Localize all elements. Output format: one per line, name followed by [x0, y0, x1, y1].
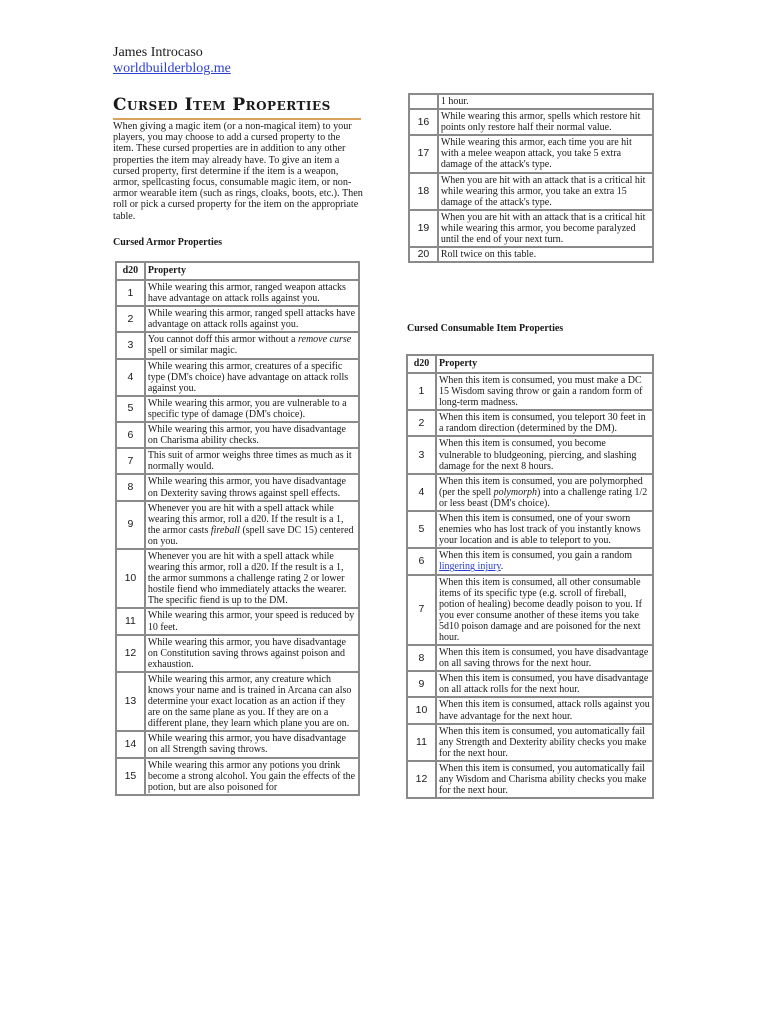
table-row — [407, 575, 653, 646]
property-text: While wearing this armor, ranged weapon attacks have advantage on attack rolls against you. — [145, 280, 359, 306]
table-row — [407, 761, 653, 798]
armor-heading: Cursed Armor Properties — [113, 237, 223, 248]
table-row — [407, 436, 653, 473]
property-text — [145, 332, 359, 358]
table-row — [407, 548, 653, 574]
property-text — [436, 474, 653, 511]
table-row — [407, 697, 653, 723]
property-text: While wearing this armor, each time you are hit with a melee weapon attack, you take 5 extra damage of the attack's type. — [438, 135, 653, 172]
property-text: When this item is consumed, all other consumable items of its specific type (e.g. scroll of fireball, potion of healing) become deadly poison to you. If you ever consume another of these items you take 5d10 poison damage and are poisoned for the next hour. — [436, 575, 653, 646]
roll-number: 14 — [116, 731, 145, 757]
title-underline — [113, 118, 361, 120]
property-text: While wearing this armor, your speed is reduced by 10 feet. — [145, 608, 359, 634]
roll-number: 1 — [116, 280, 145, 306]
roll-number: 10 — [407, 697, 436, 723]
property-text: While wearing this armor, creatures of a specific type (DM's choice) have advantage on attack rolls against you. — [145, 359, 359, 396]
roll-number: 4 — [407, 474, 436, 511]
table-row — [116, 396, 359, 422]
property-text: Roll twice on this table. — [438, 247, 653, 262]
intro-paragraph: When giving a magic item (or a non-magical item) to your players, you may choose to add a cursed property to the item. These cursed properties are in addition to any other properties the item may already have. To give an item a cursed property, first determine if the item is a weapon, armor, spellcasting focus, consumable magic item, or non-armor wearable item (such as rings, cloaks, boots, etc.). Then roll or pick a cursed property for the item on the appropriate table. — [113, 121, 363, 222]
roll-number: 6 — [116, 422, 145, 448]
roll-number: 2 — [407, 410, 436, 436]
document-title: Cursed Item Properties — [113, 95, 331, 115]
table-header-row — [407, 355, 653, 373]
table-row — [407, 724, 653, 761]
table-row — [116, 731, 359, 757]
roll-number: 11 — [116, 608, 145, 634]
table-row — [409, 247, 653, 262]
property-text: While wearing this armor, you have disadvantage on Constitution saving throws against poison and exhaustion. — [145, 635, 359, 672]
roll-number: 6 — [407, 548, 436, 574]
roll-number: 3 — [407, 436, 436, 473]
lingering-injury-link[interactable]: lingering injury — [438, 561, 501, 573]
property-text: When this item is consumed, you automatically fail any Wisdom and Charisma ability checks you make for the next hour. — [436, 761, 653, 798]
property-text: While wearing this armor, you are vulnerable to a specific type of damage (DM's choice). — [145, 396, 359, 422]
property-text-part: When this item is consumed, you gain a random — [438, 550, 632, 562]
property-text: When this item is consumed, you have disadvantage on all attack rolls for the next hour. — [436, 671, 653, 697]
roll-number: 17 — [409, 135, 438, 172]
roll-number: 4 — [116, 359, 145, 396]
property-text: While wearing this armor, you have disadvantage on all Strength saving throws. — [145, 731, 359, 757]
table-row — [116, 672, 359, 731]
table-row — [409, 210, 653, 247]
table-row — [116, 635, 359, 672]
roll-number: 5 — [407, 511, 436, 548]
property-text-part: When this item is consumed, you are polymorphed (per the spell — [438, 475, 643, 498]
table-header-row — [116, 262, 359, 280]
table-row — [116, 359, 359, 396]
roll-number: 12 — [407, 761, 436, 798]
roll-number: 19 — [409, 210, 438, 247]
roll-number: 1 — [407, 373, 436, 410]
property-text: When this item is consumed, you teleport 30 feet in a random direction (determined by the DM). — [436, 410, 653, 436]
spell-name: fireball — [210, 524, 240, 536]
armor-table — [115, 261, 360, 796]
die-column-header: d20 — [116, 262, 145, 280]
property-text: 1 hour. — [438, 94, 653, 109]
roll-number: 16 — [409, 109, 438, 135]
table-row — [409, 173, 653, 210]
roll-number: 18 — [409, 173, 438, 210]
roll-number: 10 — [116, 549, 145, 608]
property-text-part: . — [500, 561, 504, 573]
table-row — [409, 135, 653, 172]
table-row — [407, 645, 653, 671]
roll-number: 7 — [116, 448, 145, 474]
table-row — [116, 474, 359, 500]
property-text-part: Whenever you are hit with a spell attack while wearing this armor, roll a d20. If the result is a 1, the armor casts — [147, 502, 344, 536]
table-row — [116, 501, 359, 549]
spell-name: remove curse — [298, 334, 352, 346]
roll-number: 3 — [116, 332, 145, 358]
table-row — [407, 373, 653, 410]
roll-number: 12 — [116, 635, 145, 672]
property-text: This suit of armor weighs three times as much as it normally would. — [145, 448, 359, 474]
roll-number: 9 — [407, 671, 436, 697]
roll-number: 8 — [116, 474, 145, 500]
table-row — [116, 608, 359, 634]
armor-table-continued — [408, 93, 654, 263]
table-row — [407, 410, 653, 436]
property-text: While wearing this armor, any creature which knows your name and is trained in Arcana can also determine your exact location as an action if they are on the same plane as you. If they are on a different plane, they learn which plane you are on. — [145, 672, 359, 731]
property-text-part: (spell save DC 15) centered on you. — [147, 524, 354, 547]
table-row — [116, 422, 359, 448]
roll-number: 9 — [116, 501, 145, 549]
property-text — [436, 548, 653, 574]
property-text: While wearing this armor, you have disadvantage on Charisma ability checks. — [145, 422, 359, 448]
website-link[interactable]: worldbuilderblog.me — [113, 61, 231, 76]
roll-number: 11 — [407, 724, 436, 761]
table-row — [116, 280, 359, 306]
table-row — [407, 474, 653, 511]
roll-number: 15 — [116, 758, 145, 795]
table-row — [407, 511, 653, 548]
table-row — [116, 758, 359, 795]
property-text-part: spell or similar magic. — [147, 345, 238, 357]
roll-number: 2 — [116, 306, 145, 332]
table-row — [409, 94, 653, 109]
property-text: When this item is consumed, you automatically fail any Strength and Dexterity ability checks you make for the next hour. — [436, 724, 653, 761]
property-text: When you are hit with an attack that is a critical hit while wearing this armor, you become paralyzed until the end of your next turn. — [438, 210, 653, 247]
consumable-heading: Cursed Consumable Item Properties — [407, 323, 564, 334]
roll-number: 5 — [116, 396, 145, 422]
property-text: When this item is consumed, one of your sworn enemies who has lost track of you instantly knows your location and is able to teleport to you. — [436, 511, 653, 548]
spell-name: polymorph — [493, 486, 537, 498]
roll-number — [409, 94, 438, 109]
property-text: When this item is consumed, you must make a DC 15 Wisdom saving throw or gain a random form of long-term madness. — [436, 373, 653, 410]
property-text: When this item is consumed, you have disadvantage on all saving throws for the next hour. — [436, 645, 653, 671]
author-name: James Introcaso — [113, 45, 203, 60]
roll-number: 20 — [409, 247, 438, 262]
property-text-part: ) into a challenge rating 1/2 or less beast (DM's choice). — [438, 486, 648, 509]
property-text — [145, 501, 359, 549]
property-text: When this item is consumed, you become vulnerable to bludgeoning, piercing, and slashing damage for the next 8 hours. — [436, 436, 653, 473]
property-text: While wearing this armor any potions you drink become a strong alcohol. You gain the effects of the potion, but are also poisoned for — [145, 758, 359, 795]
roll-number: 7 — [407, 575, 436, 646]
property-text: While wearing this armor, you have disadvantage on Dexterity saving throws against spell effects. — [145, 474, 359, 500]
property-text: While wearing this armor, spells which restore hit points only restore half their normal value. — [438, 109, 653, 135]
property-text: While wearing this armor, ranged spell attacks have advantage on attack rolls against you. — [145, 306, 359, 332]
roll-number: 8 — [407, 645, 436, 671]
die-column-header: d20 — [407, 355, 436, 373]
table-row — [116, 306, 359, 332]
table-row — [116, 332, 359, 358]
table-row — [407, 671, 653, 697]
table-row — [116, 549, 359, 608]
property-column-header: Property — [436, 355, 653, 373]
table-row — [409, 109, 653, 135]
roll-number: 13 — [116, 672, 145, 731]
property-column-header: Property — [145, 262, 359, 280]
consumable-table — [406, 354, 654, 799]
property-text-part: You cannot doff this armor without a — [147, 334, 298, 346]
property-text: Whenever you are hit with a spell attack while wearing this armor, roll a d20. If the result is a 1, the armor summons a challenge rating 2 or lower hostile fiend who immediately attacks the wearer. The specific fiend is up to the DM. — [145, 549, 359, 608]
table-row — [116, 448, 359, 474]
property-text: When you are hit with an attack that is a critical hit while wearing this armor, you take an extra 15 damage of the attack's type. — [438, 173, 653, 210]
property-text: When this item is consumed, attack rolls against you have advantage for the next hour. — [436, 697, 653, 723]
